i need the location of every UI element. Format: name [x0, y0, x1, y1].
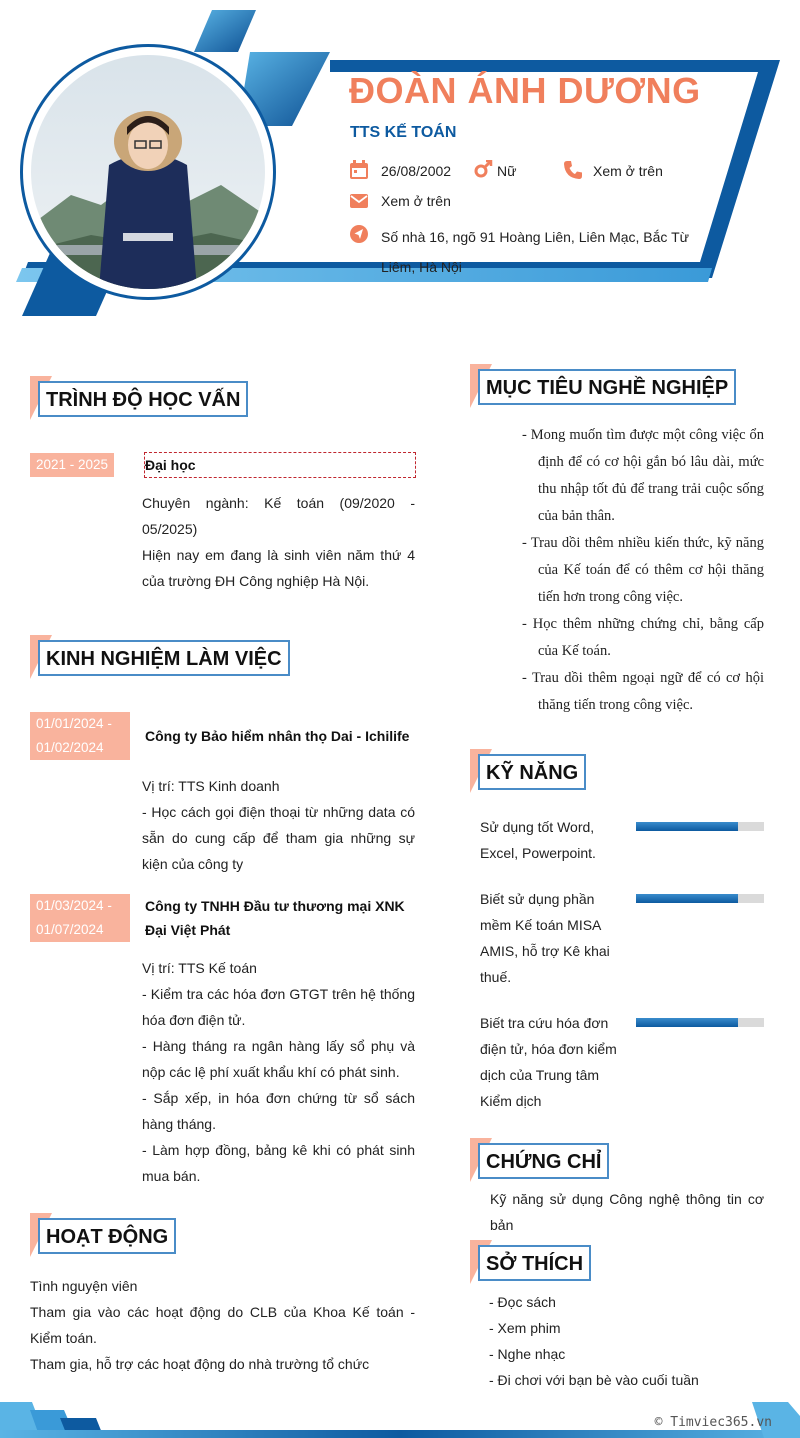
objective-item: - Trau dồi thêm nhiều kiến thức, kỹ năng của Kế toán để có thêm cơ hội thăng tiến hơn trong công việc. — [522, 535, 764, 605]
experience-line: - Kiểm tra các hóa đơn GTGT trên hệ thống hóa đơn điện tử. — [142, 986, 415, 1028]
hobby-item: - Đọc sách — [489, 1294, 556, 1310]
experience-period: 01/01/2024 - 01/02/2024 — [30, 712, 130, 760]
experience-line: - Làm hợp đồng, bảng kê khi có phát sinh mua bán. — [142, 1142, 415, 1184]
education-school-box — [144, 452, 416, 478]
activities-description — [30, 1273, 415, 1377]
envelope-icon — [349, 191, 369, 211]
location-icon — [349, 224, 369, 244]
skill-fill — [636, 894, 738, 903]
experience-description — [142, 955, 415, 1189]
section-heading: MỤC TIÊU NGHỀ NGHIỆP — [478, 369, 736, 405]
experience-line: Vị trí: TTS Kế toán — [142, 960, 257, 976]
gender-icon — [473, 160, 493, 180]
section-heading: KINH NGHIỆM LÀM VIỆC — [38, 640, 290, 676]
hobbies-list — [489, 1289, 764, 1393]
phone-value: Xem ở trên — [593, 163, 663, 179]
skill-fill — [636, 822, 738, 831]
experience-company: Công ty Bảo hiểm nhân thọ Dai - Ichilife — [145, 728, 410, 744]
section-heading: TRÌNH ĐỘ HỌC VẤN — [38, 381, 248, 417]
certificate-text: Kỹ năng sử dụng Công nghệ thông tin cơ bản — [490, 1191, 764, 1233]
experience-line: Vị trí: TTS Kinh doanh — [142, 778, 280, 794]
gender-value: Nữ — [497, 163, 517, 179]
skill-fill — [636, 1018, 738, 1027]
section-heading: CHỨNG CHỈ — [478, 1143, 609, 1179]
candidate-name: ĐOÀN ÁNH DƯƠNG — [349, 70, 701, 111]
education-line: Hiện nay em đang là sinh viên năm thứ 4 của trường ĐH Công nghiệp Hà Nội. — [142, 547, 415, 589]
skill-label: Biết sử dụng phần mềm Kế toán MISA AMIS, hỗ trợ Kê khai thuế. — [480, 891, 610, 985]
experience-period: 01/03/2024 - 01/07/2024 — [30, 894, 130, 942]
skill-label: Biết tra cứu hóa đơn điện tử, hóa đơn kiểm dịch của Trung tâm Kiểm dịch — [480, 1015, 617, 1109]
job-title: TTS KẾ TOÁN — [350, 124, 457, 141]
objective-list — [510, 422, 764, 719]
birthday-value: 26/08/2002 — [381, 163, 452, 179]
avatar — [31, 55, 265, 289]
activity-line: Tham gia, hỗ trợ các hoạt động do nhà trường tổ chức — [30, 1356, 370, 1372]
education-period: 2021 - 2025 — [30, 453, 114, 477]
experience-line: - Học cách gọi điện thoại từ những data có sẵn do cung cấp để tham gia những sự kiện của công ty — [142, 804, 415, 872]
objective-item: - Học thêm những chứng chỉ, bằng cấp của Kế toán. — [522, 616, 764, 659]
copyright-text: © Timviec365.vn — [654, 1415, 772, 1430]
address-value: Số nhà 16, ngõ 91 Hoàng Liên, Liên Mạc, Bắc Từ Liêm, Hà Nội — [381, 229, 689, 275]
experience-line: - Hàng tháng ra ngân hàng lấy sổ phụ và nộp các lệ phí xuất khẩu khí có phát sinh. — [142, 1038, 415, 1080]
hobby-item: - Nghe nhạc — [489, 1346, 566, 1362]
hobby-item: - Đi chơi với bạn bè vào cuối tuần — [489, 1372, 699, 1388]
skill-bar — [636, 1018, 764, 1027]
activity-line: Tham gia vào các hoạt động do CLB của Khoa Kế toán - Kiểm toán. — [30, 1304, 415, 1346]
activity-line: Tình nguyện viên — [30, 1278, 138, 1294]
hobby-item: - Xem phim — [489, 1320, 561, 1336]
experience-company: Công ty TNHH Đầu tư thương mại XNK Đại Việt Phát — [145, 898, 405, 938]
skill-label: Sử dụng tốt Word, Excel, Powerpoint. — [480, 819, 596, 861]
skill-bar — [636, 894, 764, 903]
experience-line: - Sắp xếp, in hóa đơn chứng từ sổ sách hàng tháng. — [142, 1090, 415, 1132]
objective-item: - Mong muốn tìm được một công việc ổn định để có cơ hội gắn bó lâu dài, mức thu nhập tốt đủ để trang trải cuộc sống của bản thân. — [522, 427, 764, 524]
education-school: Đại học — [145, 457, 196, 473]
education-line: Chuyên ngành: Kế toán (09/2020 - 05/2025) — [142, 495, 415, 537]
objective-item: - Trau dồi thêm ngoại ngữ để có cơ hội thăng tiến trong công việc. — [522, 670, 764, 713]
education-description — [142, 490, 415, 594]
experience-description — [142, 773, 415, 877]
email-value: Xem ở trên — [381, 193, 451, 209]
section-heading: SỞ THÍCH — [478, 1245, 591, 1281]
phone-icon — [563, 160, 583, 180]
skill-bar — [636, 822, 764, 831]
calendar-icon — [349, 160, 369, 180]
section-heading: KỸ NĂNG — [478, 754, 586, 790]
section-heading: HOẠT ĐỘNG — [38, 1218, 176, 1254]
